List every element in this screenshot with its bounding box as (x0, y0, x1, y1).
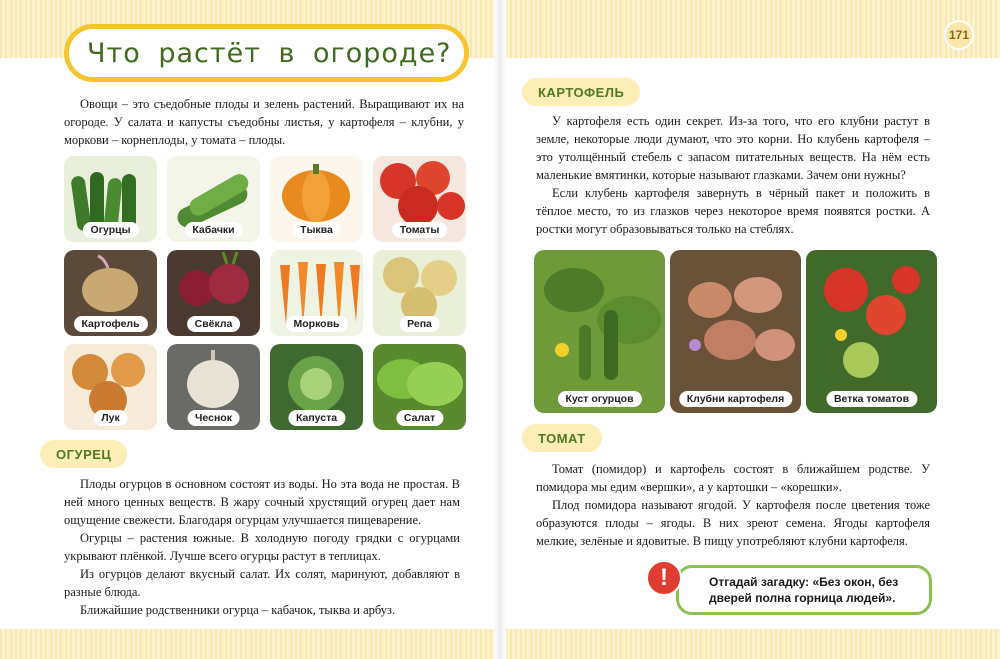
potato-tubers-icon (670, 250, 801, 413)
veg-tile-turnip (373, 250, 466, 336)
section-heading-cucumber: ОГУРЕЦ (40, 440, 127, 468)
veg-label: Кабачки (184, 222, 242, 238)
intro-paragraph: Овощи – это съедобные плоды и зелень растений. Выращивают их на огороде. У салата и капусты съедобны листья, у картофеля – клубни, у моркови – корнеплоды, у томата – плоды. (64, 97, 464, 147)
veg-tile-garlic (167, 344, 260, 430)
photo-label: Ветка томатов (826, 391, 917, 407)
photo-label: Клубни картофеля (679, 391, 792, 407)
veg-label: Чеснок (187, 410, 240, 426)
veg-label: Тыква (292, 222, 341, 238)
section-heading-tomato: ТОМАТ (522, 424, 602, 452)
veg-tile-carrot (270, 250, 363, 336)
veg-label: Морковь (285, 316, 347, 332)
veg-label: Томаты (392, 222, 448, 238)
potato-text: У картофеля есть один секрет. Из-за того, что его клубни растут в земле, некоторые люди думают, что это корни. Но клубень картофеля – это утолщённый стебель с запасом питательных веществ. На нём есть маленькие вмятинки, которые называют глазками. Зачем они нужны? Если клубень картофеля завернуть в чёрный пакет и положить в тёплое место, то из глазков через некоторое время появятся ростки. А ростки могут образовываться только на стеблях. (536, 114, 930, 236)
cucumber-text: Плоды огурцов в основном состоят из воды. Но эта вода не простая. В ней много ценных веществ. В жару сочный хрустящий огурец дает нам ощущение свежести. Благодаря огурцам улучшается пищеварение. Огурцы – растения южные. В холодную погоду грядки с огурцами укрывают плёнкой. Лучше всего огурцы растут в теплицах. Из огурцов делают вкусный салат. Их солят, маринуют, добавляют в разные блюда. Ближайшие родственники огурца – кабачок, тыква и арбуз. (64, 477, 460, 617)
veg-tile-beet (167, 250, 260, 336)
book-spine (494, 0, 506, 659)
riddle-text: Отгадай загадку: «Без окон, без дверей полна горница людей». (709, 575, 899, 605)
page-title-box (64, 24, 469, 82)
veg-label: Репа (399, 316, 440, 332)
page-title: Что растёт в огороде? (87, 37, 452, 69)
veg-label: Свёкла (187, 316, 241, 332)
photo-label: Куст огурцов (557, 391, 641, 407)
veg-label: Капуста (288, 410, 345, 426)
veg-tile-cabbage (270, 344, 363, 430)
veg-label: Лук (93, 410, 127, 426)
tomato-text: Томат (помидор) и картофель состоят в ближайшем родстве. У помидора мы едим «вершки», а у картошки – «корешки». Плод помидора называют ягодой. У картофеля после цветения тоже образуются плоды – ягоды. В них зреют семена. Ягоды картофеля мелкие, зелёные и ядовитые. В пищу употребляют клубни картофеля. (536, 462, 930, 548)
cucumber-plant-icon (534, 250, 665, 413)
exclamation-icon: ! (646, 560, 682, 596)
veg-label: Салат (396, 410, 443, 426)
photo-potato-tubers (670, 250, 801, 413)
veg-tile-tomato (373, 156, 466, 242)
photo-tomato-branch (806, 250, 937, 413)
page-number: 171 (944, 20, 974, 50)
photo-cucumber-plant (534, 250, 665, 413)
veg-label: Картофель (73, 316, 147, 332)
veg-tile-pumpkin (270, 156, 363, 242)
veg-tile-onion (64, 344, 157, 430)
veg-tile-cucumber (64, 156, 157, 242)
section-heading-potato: КАРТОФЕЛЬ (522, 78, 640, 106)
veg-tile-potato (64, 250, 157, 336)
tomato-branch-icon (806, 250, 937, 413)
riddle-box (676, 565, 932, 615)
veg-tile-zucchini (167, 156, 260, 242)
veg-label: Огурцы (82, 222, 138, 238)
veg-tile-lettuce (373, 344, 466, 430)
